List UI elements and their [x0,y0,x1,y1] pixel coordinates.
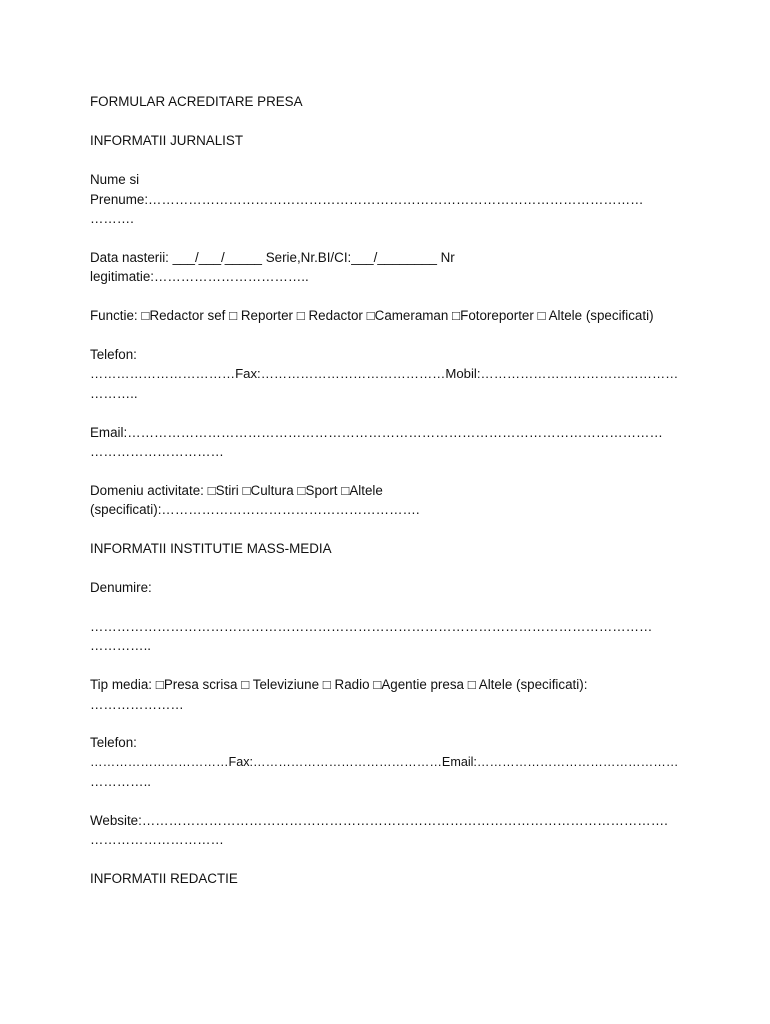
journalist-email-field: Email:………………………………………………………………………………………………………… [90,425,663,440]
institution-name-field: ……………………………………………………………………………………………………………… [90,619,653,634]
journalist-email-field-cont: ………………………… [90,444,224,459]
journalist-name-label: Nume si [90,172,140,187]
institution-name-label: Denumire: [90,580,152,595]
legitimation-field: legitimatie:…………………………….. [90,269,309,284]
institution-phone-label: Telefon: [90,735,137,750]
institution-name-field-cont: ………….. [90,638,152,653]
birth-date-id-field: Data nasterii: ___/___/_____ Serie,Nr.BI/CI:___/________ Nr [90,250,455,265]
form-title: FORMULAR ACREDITARE PRESA [90,94,303,109]
journalist-phone-label: Telefon: [90,347,137,362]
website-field-cont: ………………………… [90,832,224,847]
activity-domain-specify-field: (specificati):…………………………………………………. [90,502,420,517]
institution-phone-field-cont: ………….. [90,774,152,789]
function-options: Functie: □Redactor sef □ Reporter □ Redactor □Cameraman □Fotoreporter □ Altele (specificati) [90,308,654,323]
journalist-section-heading: INFORMATII JURNALIST [90,133,244,148]
journalist-name-field-cont: ………. [90,211,134,226]
website-field: Website:………………………………………………………………………………………………………. [90,813,668,828]
institution-section-heading: INFORMATII INSTITUTIE MASS-MEDIA [90,541,332,556]
media-type-specify-field: ………………… [90,697,184,712]
institution-phone-fax-email-field: ……………………………Fax:………………………………………Email:………………………………………… [90,755,679,769]
media-type-options: Tip media: □Presa scrisa □ Televiziune □ Radio □Agentie presa □ Altele (specificati): [90,677,588,692]
journalist-phone-fax-mobile-field: ……………………………Fax:……………………………………Mobil:……………………………………… [90,366,679,381]
journalist-name-field: Prenume:………………………………………………………………………………………………… [90,192,644,207]
journalist-phone-field-cont: ……….. [90,386,138,401]
activity-domain-options: Domeniu activitate: □Stiri □Cultura □Sport □Altele [90,483,383,498]
redaction-section-heading: INFORMATII REDACTIE [90,871,238,886]
